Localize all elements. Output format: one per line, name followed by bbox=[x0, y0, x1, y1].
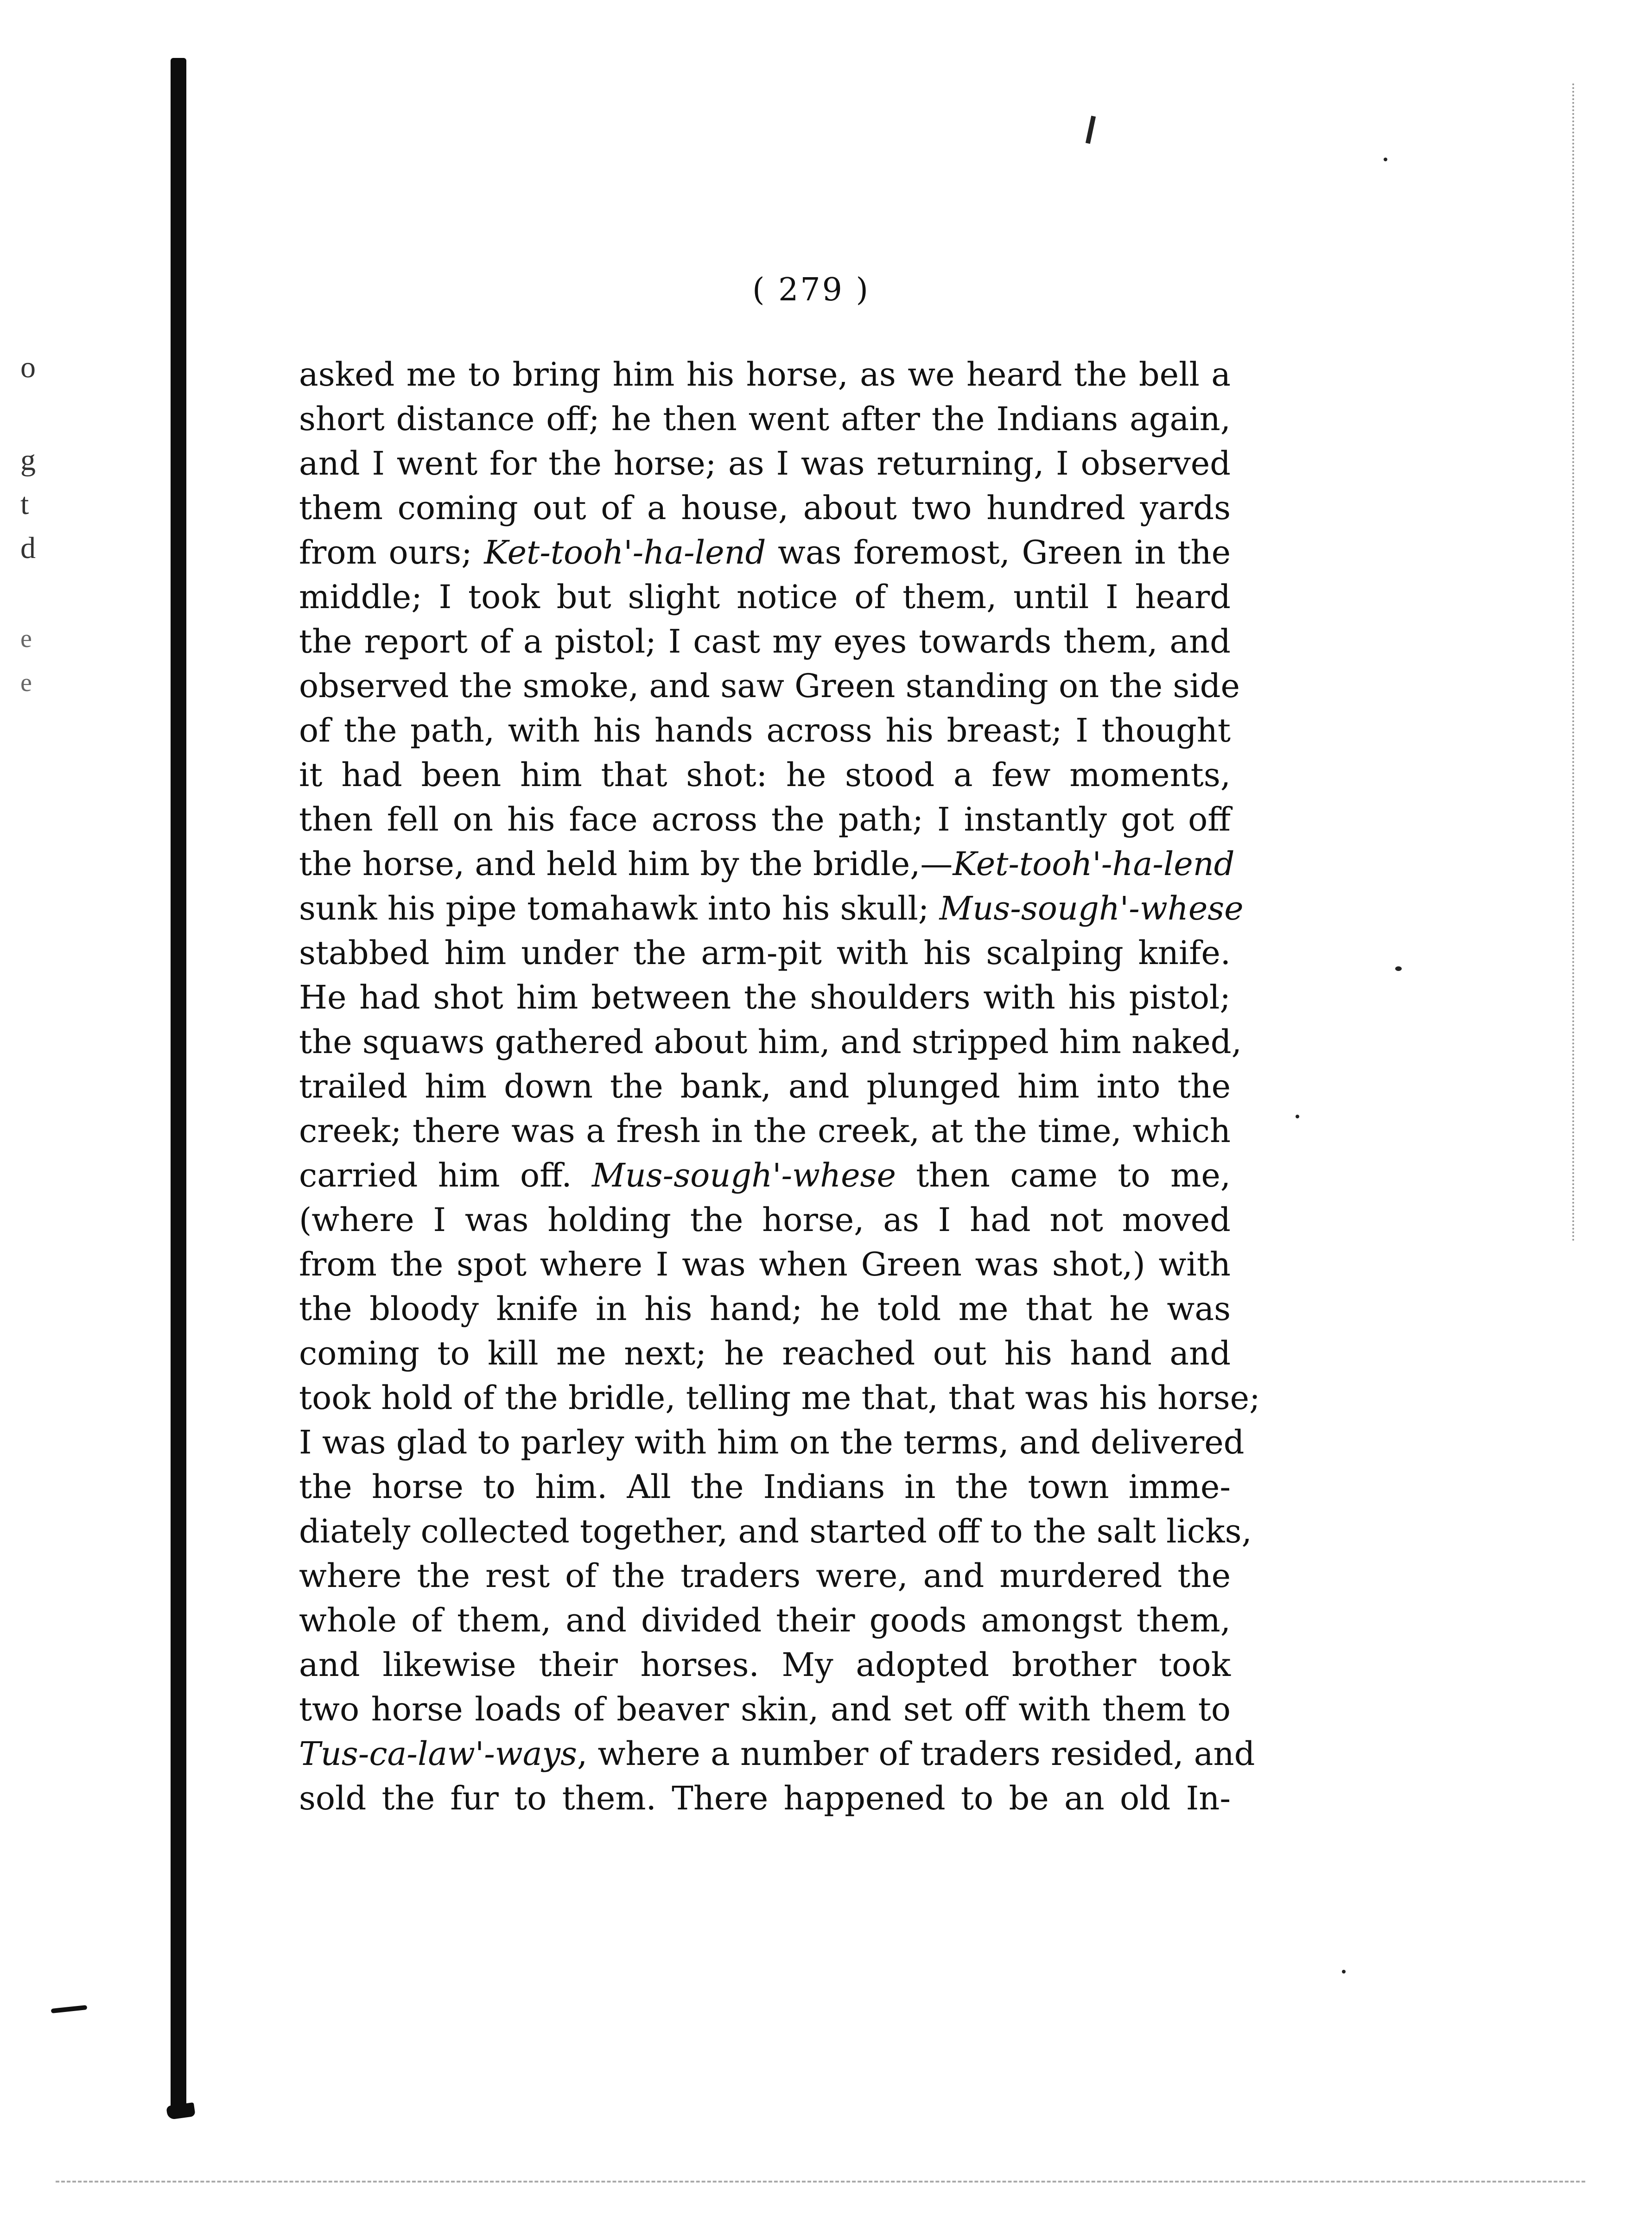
text-segment: trailed him down the bank, and plunged him into the bbox=[299, 1067, 1231, 1105]
text-segment: the bloody knife in his hand; he told me that he was bbox=[299, 1290, 1231, 1328]
text-line bbox=[299, 708, 1231, 753]
text-segment: asked me to bring him his horse, as we heard the bell a bbox=[299, 355, 1231, 393]
right-page-edge bbox=[1572, 83, 1577, 1242]
text-segment: then came to me, bbox=[896, 1156, 1231, 1194]
text-line bbox=[299, 1776, 1231, 1821]
page-number: ( 279 ) bbox=[752, 272, 870, 308]
binding-edge bbox=[171, 58, 186, 2116]
italic-name: Mus-sough'-whese bbox=[939, 889, 1244, 927]
text-segment: observed the smoke, and saw Green standing on the side bbox=[299, 667, 1240, 705]
text-line bbox=[299, 397, 1231, 441]
text-segment: (where I was holding the horse, as I had not moved bbox=[299, 1201, 1231, 1239]
text-segment: the squaws gathered about him, and stripped him naked, bbox=[299, 1023, 1242, 1061]
text-segment: the report of a pistol; I cast my eyes towards them, and bbox=[299, 622, 1231, 660]
italic-name: Ket-tooh'-ha-lend bbox=[953, 845, 1235, 883]
bleed-letter: d bbox=[20, 531, 36, 565]
text-line bbox=[299, 1331, 1231, 1376]
text-line bbox=[299, 1732, 1255, 1776]
bleed-letter: e bbox=[20, 668, 32, 697]
italic-name: Ket-tooh'-ha-lend bbox=[484, 533, 766, 571]
text-line bbox=[299, 1064, 1231, 1109]
text-line bbox=[299, 486, 1231, 530]
margin-mark bbox=[51, 2005, 88, 2013]
text-line bbox=[299, 352, 1231, 397]
text-line bbox=[299, 975, 1231, 1020]
text-segment: carried him off. bbox=[299, 1156, 592, 1194]
text-segment: and I went for the horse; as I was returning, I observed bbox=[299, 444, 1231, 482]
text-line bbox=[299, 1598, 1231, 1643]
text-segment: short distance off; he then went after the Indians again, bbox=[299, 400, 1231, 438]
text-line bbox=[299, 1554, 1231, 1598]
text-line bbox=[299, 1687, 1231, 1732]
pen-mark bbox=[1086, 116, 1096, 144]
text-line bbox=[299, 753, 1231, 797]
text-segment: , where a number of traders resided, and bbox=[577, 1735, 1255, 1773]
text-line bbox=[299, 1153, 1231, 1198]
bleed-letter: t bbox=[20, 487, 29, 521]
text-line bbox=[299, 1109, 1231, 1153]
text-line bbox=[299, 842, 1235, 886]
text-line bbox=[299, 1643, 1231, 1687]
bleed-letter: g bbox=[20, 443, 36, 477]
bottom-page-edge bbox=[56, 2181, 1585, 2183]
text-segment: the horse to him. All the Indians in the town imme- bbox=[299, 1468, 1231, 1506]
text-line bbox=[299, 1287, 1231, 1331]
bleed-letter: o bbox=[20, 350, 36, 384]
text-line bbox=[299, 575, 1231, 619]
text-line bbox=[299, 931, 1231, 975]
text-segment: from ours; bbox=[299, 533, 484, 571]
text-line bbox=[299, 1198, 1231, 1242]
text-line bbox=[299, 1242, 1231, 1287]
text-segment: it had been him that shot: he stood a few moments, bbox=[299, 756, 1231, 794]
text-segment: the horse, and held him by the bridle,— bbox=[299, 845, 953, 883]
text-segment: where the rest of the traders were, and murdered the bbox=[299, 1557, 1231, 1595]
text-segment: then fell on his face across the path; I instantly got off bbox=[299, 800, 1231, 838]
text-line bbox=[299, 1376, 1260, 1420]
italic-name: Mus-sough'-whese bbox=[591, 1156, 896, 1194]
text-segment: and likewise their horses. My adopted brother took bbox=[299, 1646, 1231, 1684]
text-segment: was foremost, Green in the bbox=[766, 533, 1231, 571]
speck bbox=[1296, 1115, 1299, 1118]
text-line bbox=[299, 619, 1231, 664]
speck bbox=[1384, 158, 1387, 161]
text-segment: I was glad to parley with him on the terms, and delivered bbox=[299, 1423, 1245, 1461]
text-segment: He had shot him between the shoulders with his pistol; bbox=[299, 978, 1231, 1016]
text-segment: middle; I took but slight notice of them, until I heard bbox=[299, 578, 1231, 616]
text-line bbox=[299, 664, 1240, 708]
facing-page-bleed bbox=[5, 352, 65, 816]
text-segment: from the spot where I was when Green was shot,) with bbox=[299, 1245, 1231, 1283]
text-line bbox=[299, 1509, 1252, 1554]
text-segment: diately collected together, and started off to the salt licks, bbox=[299, 1512, 1252, 1550]
text-segment: creek; there was a fresh in the creek, at the time, which bbox=[299, 1112, 1231, 1150]
text-segment: of the path, with his hands across his breast; I thought bbox=[299, 711, 1231, 749]
text-segment: stabbed him under the arm-pit with his scalping knife. bbox=[299, 934, 1231, 972]
text-line bbox=[299, 797, 1231, 842]
text-line bbox=[299, 530, 1231, 575]
text-segment: two horse loads of beaver skin, and set off with them to bbox=[299, 1690, 1231, 1728]
text-line bbox=[299, 886, 1244, 931]
bleed-letter: e bbox=[20, 624, 32, 653]
text-segment: them coming out of a house, about two hundred yards bbox=[299, 489, 1231, 527]
speck bbox=[1342, 1970, 1346, 1973]
text-segment: took hold of the bridle, telling me that, that was his horse; bbox=[299, 1379, 1260, 1417]
text-segment: coming to kill me next; he reached out his hand and bbox=[299, 1334, 1231, 1372]
text-line bbox=[299, 1420, 1245, 1465]
text-segment: whole of them, and divided their goods amongst them, bbox=[299, 1601, 1231, 1639]
speck bbox=[1395, 966, 1402, 971]
text-line bbox=[299, 1020, 1242, 1064]
body-text bbox=[299, 352, 1260, 1821]
text-segment: sold the fur to them. There happened to be an old In- bbox=[299, 1779, 1231, 1817]
text-line bbox=[299, 441, 1231, 486]
text-segment: sunk his pipe tomahawk into his skull; bbox=[299, 889, 940, 927]
text-line bbox=[299, 1465, 1231, 1509]
italic-name: Tus-ca-law'-ways bbox=[299, 1735, 577, 1773]
